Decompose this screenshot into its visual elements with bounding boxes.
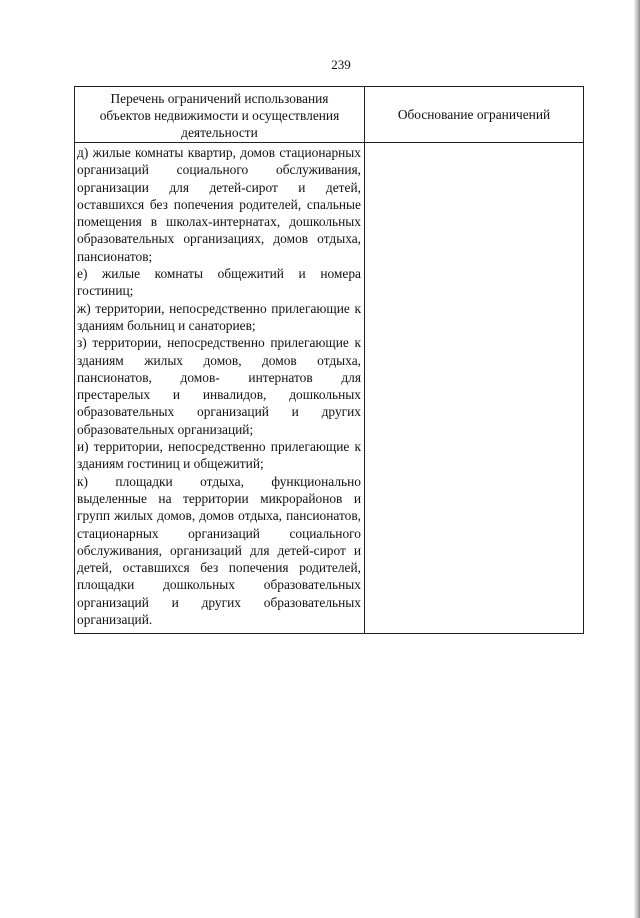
table-header-row	[75, 87, 584, 143]
page-number: 239	[331, 57, 351, 72]
restrictions-cell	[75, 143, 365, 634]
list-item: е) жилые комнаты общежитий и номера гостиниц;	[77, 266, 361, 299]
header-restrictions: Перечень ограничений использования объектов недвижимости и осуществления деятельности	[75, 87, 365, 143]
justification-cell	[365, 143, 584, 634]
list-item: ж) территории, непосредственно прилегающие к зданиям больниц и санаториев;	[77, 300, 361, 333]
list-item: з) территории, непосредственно прилегающие к зданиям жилых домов, домов отдыха, пансионатов, домов- интернатов для престарелых и инвалидов, дошкольных образовательных организаций и других образовательных организаций;	[77, 335, 361, 437]
scan-edge	[634, 0, 640, 918]
header-justification: Обоснование ограничений	[365, 87, 584, 143]
restrictions-table	[74, 86, 584, 634]
list-item: к) площадки отдыха, функционально выделенные на территории микрорайонов и групп жилых домов, домов отдыха, пансионатов, стационарных организаций социального обслуживания, организаций для детей-сирот и детей, оставшихся без попечения родителей, площадки дошкольных образовательных организаций и других образовательных организаций.	[77, 473, 361, 628]
table-row	[75, 143, 584, 634]
list-item: д) жилые комнаты квартир, домов стационарных организаций социального обслуживания, организации для детей-сирот и детей, оставшихся без попечения родителей, спальные помещения в школах-интернатах, дошкольных образовательных организациях, домов отдыха, пансионатов;	[77, 145, 361, 264]
list-item: и) территории, непосредственно прилегающие к зданиям гостиниц и общежитий;	[77, 439, 361, 472]
